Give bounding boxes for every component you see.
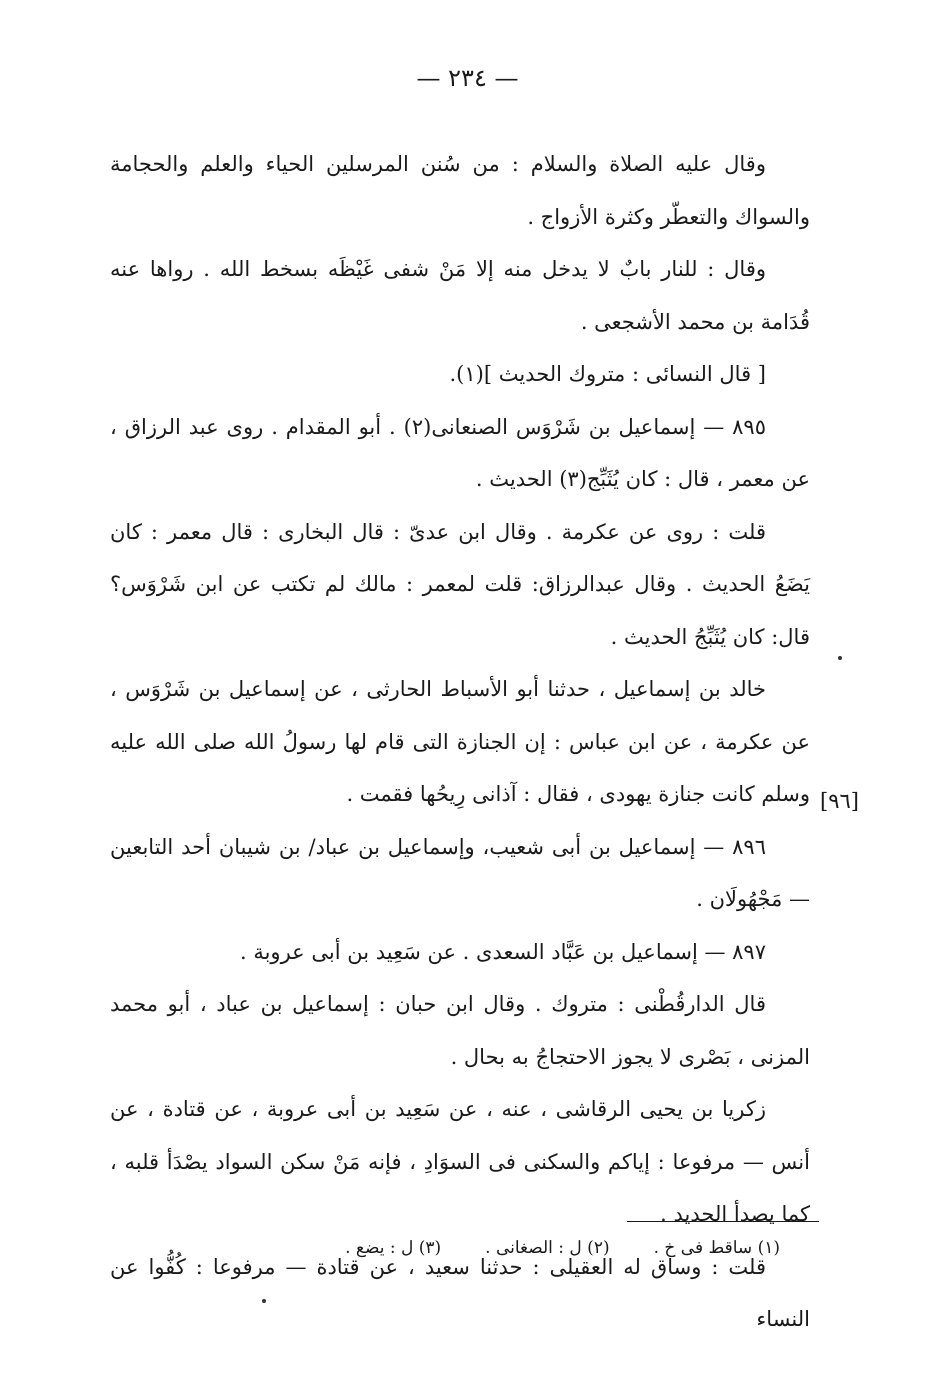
margin-folio-marker: [٩٦]: [820, 789, 859, 813]
main-text: [110, 138, 810, 1346]
entry-897: ٨٩٧ — إسماعيل بن عَبَّاد السعدى . عن سَعِيد بن أبى عروبة .: [239, 939, 766, 964]
paragraph-hadith-sunan: وقال عليه الصلاة والسلام : من سُنن المرسلين الحياء والعلم والحجامة والسواك والتعطّر وكثرة الأزواج .: [110, 152, 810, 229]
paragraph-hadith-fire-gate: وقال : للنار بابٌ لا يدخل منه إلا مَنْ شفى غَيْظَه بسخط الله . رواها عنه قُدَامة بن محمد الأشجعى .: [110, 257, 810, 334]
ink-speck: [838, 656, 842, 660]
footnote-1: (١) ساقط فى خ .: [653, 1238, 780, 1258]
footnote-3: (٣) ل : يضع .: [345, 1238, 442, 1258]
page-number: — ٢٣٤ —: [416, 64, 519, 92]
footnote-divider: [627, 1221, 819, 1222]
paragraph-nasai-note: [ قال النسائى : متروك الحديث ](١).: [449, 362, 766, 386]
paragraph-isnad-khalid: خالد بن إسماعيل ، حدثنا أبو الأسباط الحارثى ، عن إسماعيل بن شَرْوَس ، عن عكرمة ، عن ابن عباس : إن الجنازة التى قام لها رسولُ الله صلى الله عليه وسلم كانت جنازة يهودى ، فقال : آذانى رِيحُها فقمت .: [110, 677, 810, 806]
paragraph-isnad-zakariya: زكريا بن يحيى الرقاشى ، عنه ، عن سَعِيد بن أبى عروبة ، عن قتادة ، عن أنس — مرفوعا : إياكم والسكنى فى السوَادِ ، فإنه مَنْ سكن السواد يصْدَأ قلبه ، كما يصدأ الحديد .: [110, 1097, 810, 1226]
footnotes: [250, 1238, 780, 1258]
footnote-2: (٢) ل : الصغانى .: [485, 1238, 610, 1258]
paragraph-daraqutni-note: قال الدارقُطْنى : متروك . وقال ابن حبان : إسماعيل بن عباد ، أبو محمد المزنى ، بَصْرى لا يجوز الاحتجاجُ به بحال .: [110, 992, 810, 1069]
ink-speck: [262, 1299, 266, 1303]
paragraph-uqayli-note: قلت : وساق له العقيلى : حدثنا سعيد ، عن قتادة — مرفوعا : كُفُّوا عن النساء: [110, 1254, 810, 1331]
entry-895: ٨٩٥ — إسماعيل بن شَرْوَس الصنعانى(٢) . أبو المقدام . روى عبد الرزاق ، عن معمر ، قال : كان يُثَبِّج(٣) الحديث .: [110, 414, 810, 491]
paragraph-commentary-895: قلت : روى عن عكرمة . وقال ابن عدىّ : قال البخارى : قال معمر : كان يَضَعُ الحديث . وقال عبدالرزاق: قلت لمعمر : مالك لم تكتب عن ابن شَرْوَس؟ قال: كان يُثَبِّجُ الحديث .: [110, 519, 810, 649]
entry-896: ٨٩٦ — إسماعيل بن أبى شعيب، وإسماعيل بن عباد/ بن شيبان أحد التابعين — مَجْهُولَان .: [110, 834, 810, 911]
